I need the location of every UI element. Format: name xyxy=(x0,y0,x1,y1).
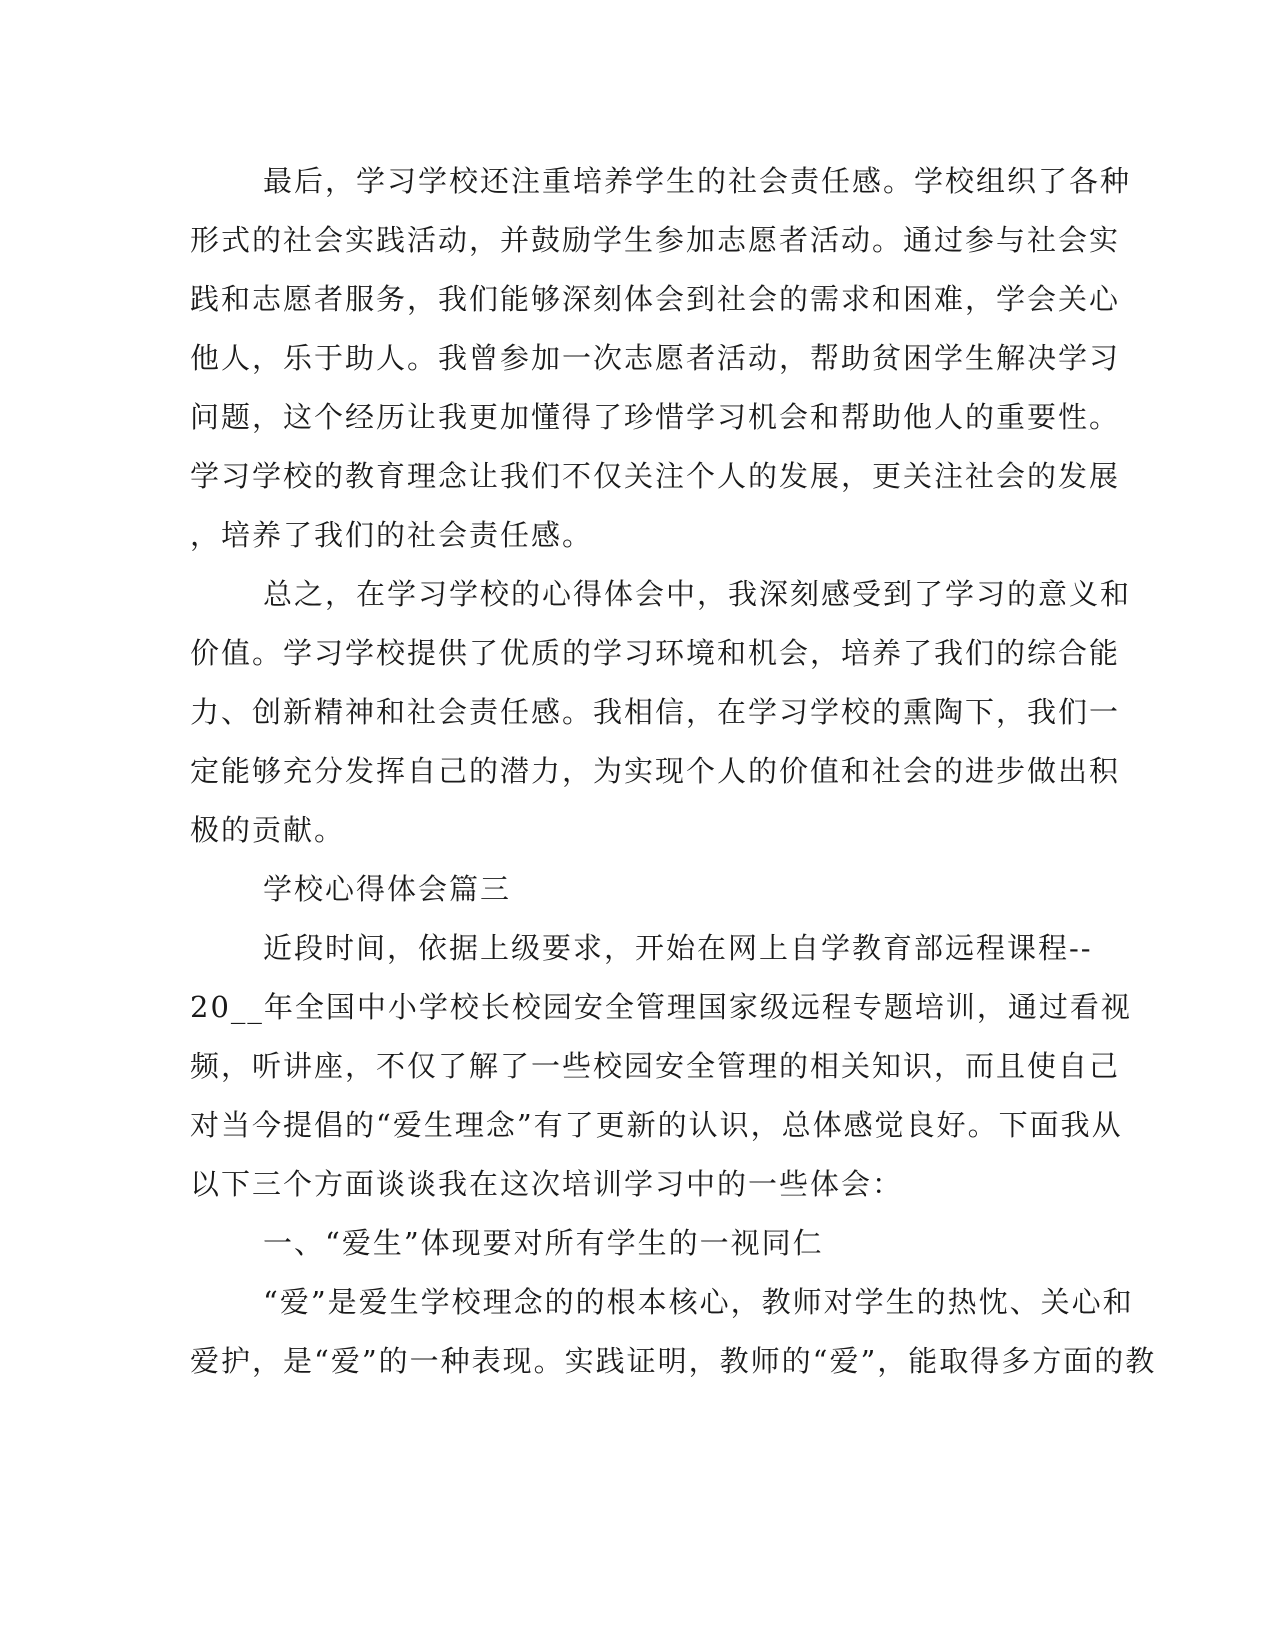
subheading-line: 一、“爱生”体现要对所有学生的一视同仁 xyxy=(263,1226,824,1260)
text-line: 学习学校的教育理念让我们不仅关注个人的发展，更关注社会的发展 xyxy=(190,459,1121,493)
text-line: 近段时间，依据上级要求，开始在网上自学教育部远程课程-- xyxy=(263,931,1093,965)
section-heading: 学校心得体会篇三 xyxy=(263,872,512,906)
text-line: 20__年全国中小学校长校园安全管理国家级远程专题培训，通过看视 xyxy=(190,990,1132,1024)
text-line: 最后，学习学校还注重培养学生的社会责任感。学校组织了各种 xyxy=(263,164,1132,198)
text-line: 频，听讲座，不仅了解了一些校园安全管理的相关知识，而且使自己 xyxy=(190,1049,1121,1083)
text-line: 践和志愿者服务，我们能够深刻体会到社会的需求和困难，学会关心 xyxy=(190,282,1121,316)
text-line: 极的贡献。 xyxy=(190,813,346,847)
text-line: “爱”是爱生学校理念的的根本核心，教师对学生的热忱、关心和 xyxy=(263,1285,1134,1319)
text-line: 总之，在学习学校的心得体会中，我深刻感受到了学习的意义和 xyxy=(263,577,1132,611)
text-line: 对当今提倡的“爱生理念”有了更新的认识，总体感觉良好。下面我从 xyxy=(190,1108,1123,1142)
text-line: 以下三个方面谈谈我在这次培训学习中的一些体会： xyxy=(190,1167,904,1201)
text-line: 力、创新精神和社会责任感。我相信，在学习学校的熏陶下，我们一 xyxy=(190,695,1121,729)
text-line: 形式的社会实践活动，并鼓励学生参加志愿者活动。通过参与社会实 xyxy=(190,223,1121,257)
text-line: 问题，这个经历让我更加懂得了珍惜学习机会和帮助他人的重要性。 xyxy=(190,400,1121,434)
text-line: ，培养了我们的社会责任感。 xyxy=(190,518,594,552)
text-line: 爱护，是“爱”的一种表现。实践证明，教师的“爱”，能取得多方面的教 xyxy=(190,1344,1157,1378)
text-line: 他人，乐于助人。我曾参加一次志愿者活动，帮助贫困学生解决学习 xyxy=(190,341,1121,375)
text-line: 定能够充分发挥自己的潜力，为实现个人的价值和社会的进步做出积 xyxy=(190,754,1121,788)
text-line: 价值。学习学校提供了优质的学习环境和机会，培养了我们的综合能 xyxy=(190,636,1121,670)
